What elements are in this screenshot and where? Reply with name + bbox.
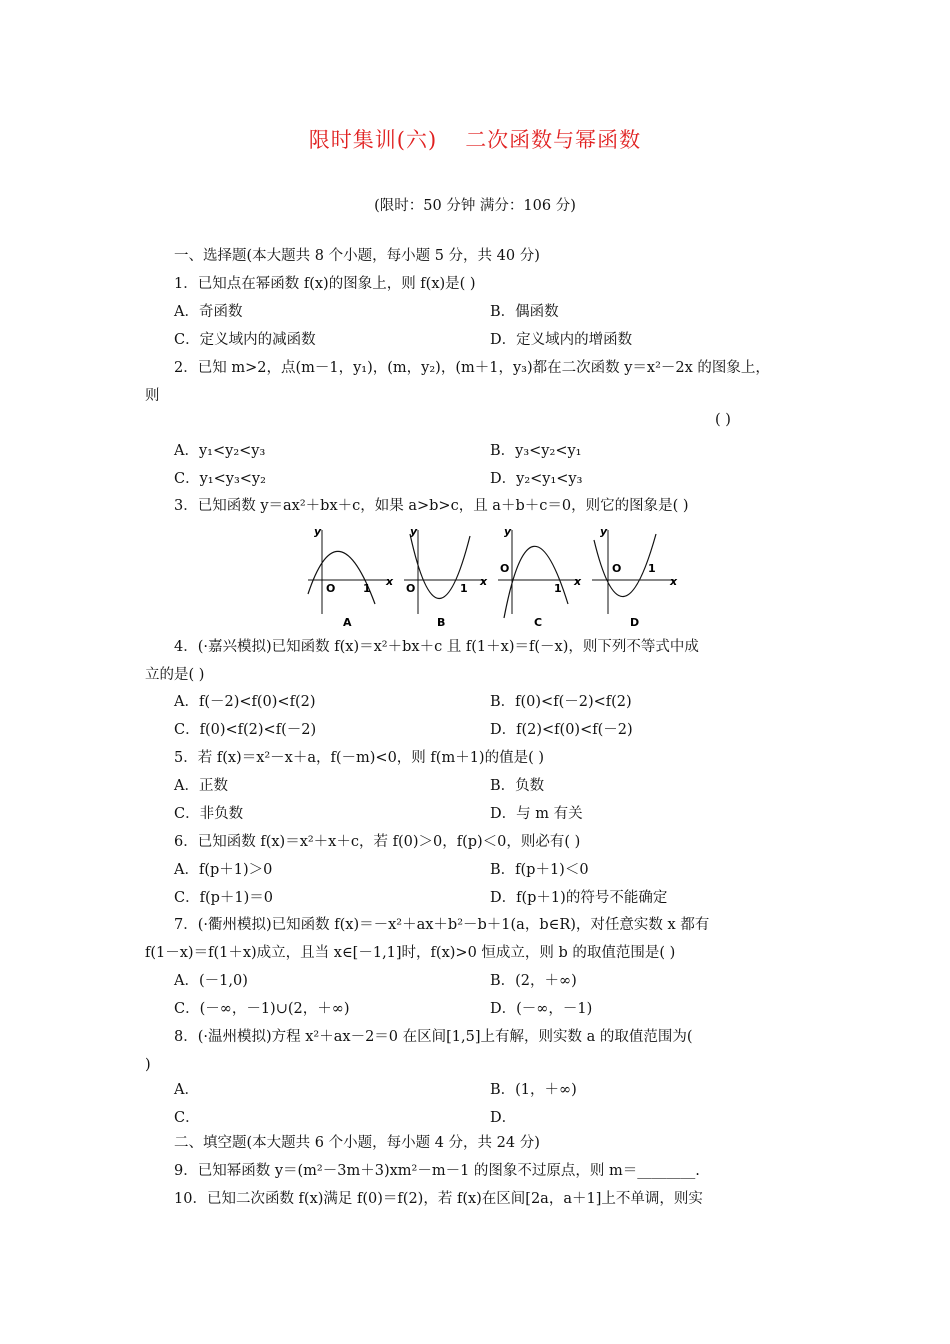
graph-a-y-label: y [314,525,322,538]
q1-option-b: B．偶函数 [490,304,559,320]
page-title [0,124,950,154]
graph-a-x-label: x [386,575,394,588]
q7-option-d: D．(－∞，－1) [490,1001,593,1017]
graph-a-tick: 1 [363,582,371,595]
graph-a-origin: O [326,582,336,595]
page-subtitle: (限时：50 分钟 满分：106 分) [374,198,576,214]
q5-option-a: A．正数 [174,778,228,794]
graph-b-y-label: y [410,525,418,538]
graph-d [592,525,678,629]
graph-c-y-label: y [504,525,512,538]
graph-b [404,525,488,629]
q4-stem-cont: 立的是( ) [145,667,205,683]
q7-option-c: C．(－∞，－1)∪(2，＋∞) [174,1001,350,1017]
graph-c-label: C [534,616,543,629]
q5-stem: 5．若 f(x)＝x²－x＋a，f(－m)<0，则 f(m＋1)的值是( ) [174,750,544,766]
q5-option-c: C．非负数 [174,806,244,822]
q4-option-a: A．f(－2)<f(0)<f(2) [174,694,316,710]
q4-option-c: C．f(0)<f(2)<f(－2) [174,722,317,738]
title-part1: 限时集训(六) [308,128,438,152]
graph-b-origin: O [406,582,416,595]
q2-option-a: A．y₁<y₂<y₃ [174,443,266,459]
q1-option-d: D．定义域内的增函数 [490,332,633,348]
q6-option-c: C．f(p＋1)＝0 [174,890,274,906]
q7-option-a: A．(－1,0) [174,973,248,989]
q7-option-b: B．(2，＋∞) [490,973,577,989]
q8-option-b: B．(1，＋∞) [490,1082,577,1098]
q2-answer-paren: ( ) [715,412,731,428]
graph-d-tick: 1 [648,562,656,575]
q4-option-d: D．f(2)<f(0)<f(－2) [490,722,633,738]
section1-heading: 一、选择题(本大题共 8 个小题，每小题 5 分，共 40 分) [174,248,540,264]
graph-c [498,525,582,629]
q2-option-c: C．y₁<y₃<y₂ [174,471,266,487]
graph-b-label: B [437,616,446,629]
q1-option-c: C．定义域内的减函数 [174,332,316,348]
q4-option-b: B．f(0)<f(－2)<f(2) [490,694,632,710]
q6-option-b: B．f(p＋1)＜0 [490,862,589,878]
q6-option-a: A．f(p＋1)＞0 [174,862,273,878]
q8-stem-cont: ) [145,1057,151,1073]
q9-stem: 9．已知幂函数 y＝(m²－3m＋3)xm²－m－1 的图象不过原点，则 m＝________. [174,1163,700,1179]
graph-b-x-label: x [480,575,488,588]
q2-option-b: B．y₃<y₂<y₁ [490,443,582,459]
graph-d-label: D [630,616,640,629]
graph-c-x-label: x [574,575,582,588]
q2-stem-cont: 则 [145,388,160,404]
q6-stem: 6．已知函数 f(x)＝x²＋x＋c，若 f(0)＞0，f(p)＜0，则必有( ) [174,834,581,850]
graph-c-origin: O [500,562,510,575]
graph-d-y-label: y [600,525,608,538]
q10-stem: 10．已知二次函数 f(x)满足 f(0)＝f(2)，若 f(x)在区间[2a，a＋1]上不单调，则实 [174,1191,703,1207]
section2-heading: 二、填空题(本大题共 6 个小题，每小题 4 分，共 24 分) [174,1135,540,1151]
q1-stem: 1．已知点在幂函数 f(x)的图象上，则 f(x)是( ) [174,276,476,292]
q7-stem-cont: f(1－x)＝f(1＋x)成立，且当 x∈[－1,1]时，f(x)>0 恒成立，则 b 的取值范围是( ) [145,945,676,961]
q5-option-b: B．负数 [490,778,545,794]
graph-b-tick: 1 [460,582,468,595]
q5-option-d: D．与 m 有关 [490,806,583,822]
q8-option-a: A． [174,1082,199,1098]
title-part2: 二次函数与幂函数 [465,128,642,152]
q2-stem: 2．已知 m>2，点(m－1，y₁)，(m，y₂)，(m＋1，y₃)都在二次函数 y＝x²－2x 的图象上， [174,360,770,376]
q1-option-a: A．奇函数 [174,304,243,320]
q8-option-d: D． [490,1110,517,1126]
graph-a-label: A [343,616,352,629]
q7-stem: 7．(·衢州模拟)已知函数 f(x)＝－x²＋ax＋b²－b＋1(a，b∈R)，对任意实数 x 都有 [174,917,710,933]
graph-c-tick: 1 [554,582,562,595]
q2-option-d: D．y₂<y₁<y₃ [490,471,583,487]
q3-graphs [300,522,690,632]
q8-stem: 8．(·温州模拟)方程 x²＋ax－2＝0 在区间[1,5]上有解，则实数 a 的取值范围为( [174,1029,693,1045]
q4-stem: 4．(·嘉兴模拟)已知函数 f(x)＝x²＋bx＋c 且 f(1＋x)＝f(－x)，则下列不等式中成 [174,639,699,655]
graph-a [308,525,394,629]
q8-option-c: C． [174,1110,200,1126]
graph-d-origin: O [612,562,622,575]
q3-stem: 3．已知函数 y＝ax²＋bx＋c，如果 a>b>c，且 a＋b＋c＝0，则它的图象是( ) [174,498,689,514]
graph-d-x-label: x [670,575,678,588]
q6-option-d: D．f(p＋1)的符号不能确定 [490,890,668,906]
